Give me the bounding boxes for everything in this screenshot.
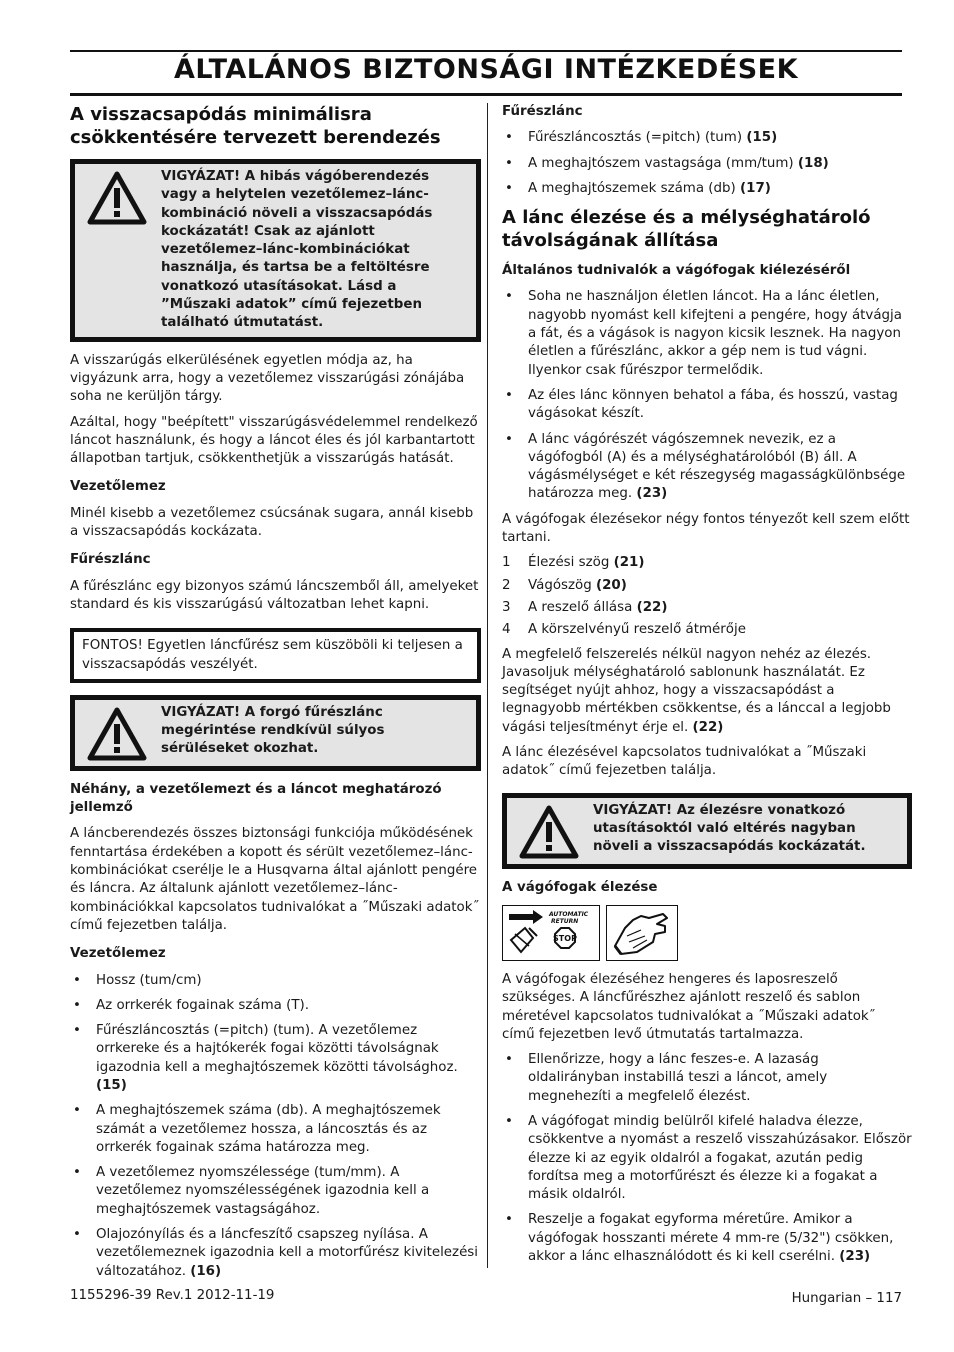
list-item: • A meghajtószemek száma (db) (17) xyxy=(502,180,912,198)
list-item: 1 Élezési szög (21) xyxy=(502,555,645,571)
warning-triangle-icon xyxy=(81,704,153,762)
paragraph: Azáltal, hogy "beépített" visszarúgásvédelemmel rendelkező láncot használunk, és hogy a láncot éles és jól karbantartott állapotban tartjuk, csökkenthetjük a visszarúgás hatását. xyxy=(70,414,478,467)
subheading-guide-bar: Vezetőlemez xyxy=(70,479,166,495)
factors-list xyxy=(502,554,912,639)
svg-text:STOP: STOP xyxy=(553,933,577,943)
glove-icon xyxy=(606,905,678,961)
list-item: • Ellenőrizze, hogy a lánc feszes-e. A lazaság oldalirányban instabillá teszi a láncot, amely megnehezíti a megfelelő élezést. xyxy=(502,1051,912,1106)
title-rule-top xyxy=(70,50,902,52)
warning-text-1: VIGYÁZAT! A hibás vágóberendezés vagy a helytelen vezetőlemez–lánc-kombináció növeli a visszacsapódás kockázatát! Csak az ajánlott vezetőlemez–lánc-kombinációkat használja, és tartsa be a feltöltésre vonatkozó utasításokat. Lásd a ”Műszaki adatok” című fejezetben található útmutatást. xyxy=(161,169,433,331)
footer-doc-id: 1155296-39 Rev.1 2012-11-19 xyxy=(70,1288,275,1303)
title-rule-bottom xyxy=(70,93,902,96)
paragraph: Minél kisebb a vezetőlemez csúcsának sugara, annál kisebb a visszacsapódás kockázata. xyxy=(70,505,474,540)
pictogram-row xyxy=(502,905,912,961)
guide-bar-list xyxy=(70,972,481,1281)
saw-chain-list xyxy=(502,129,912,198)
list-item: • Soha ne használjon életlen láncot. Ha a lánc életlen, nagyobb nyomást kell kifejteni a pengére, hogy átvágja a fát, és a vágások is nagyon kicsik lesznek. Ha nagyon életlen a fűrészlánc, akkor a gép nem is tud vágni. Ilyenkor csak fűrészpor termelődik. xyxy=(502,288,912,379)
warning-triangle-icon xyxy=(81,168,153,226)
paragraph: A vágófogak élezésekor négy fontos tényezőt kell szem előtt tartani. xyxy=(502,511,910,546)
paragraph: A fűrészlánc egy bizonyos számú láncszemből áll, amelyeket standard és kis visszarúgású változatban lehet kapni. xyxy=(70,578,479,612)
right-column xyxy=(502,103,912,1273)
list-item: • Hossz (tum/cm) xyxy=(70,972,481,990)
left-heading: A visszacsapódás minimálisra csökkentésére tervezett berendezés xyxy=(70,104,441,148)
list-item: • Reszelje a fogakat egyforma méretűre. Amikor a vágófogak hosszanti mérete 4 mm-re (5/32") csökken, akkor a lánc elhasználódott és ki kell cserélni. (23) xyxy=(502,1211,912,1266)
warning-triangle-icon xyxy=(513,802,585,860)
list-item: • Fűrészláncosztás (=pitch) (tum). A vezetőlemez orrkereke és a hajtókerék fogai közötti távolságnak igazodnia kell a meghajtószemek közötti távolsághoz. (15) xyxy=(70,1022,481,1095)
chain-brake-pictogram-icon xyxy=(502,905,600,961)
footer-page-number: Hungarian – 117 xyxy=(791,1291,902,1306)
warning-box-3 xyxy=(502,793,912,869)
list-item: • A meghajtószem vastagsága (mm/tum) (18) xyxy=(502,155,912,173)
paragraph: A vágófogak élezéséhez hengeres és laposreszelő szükséges. A láncfűrészhez ajánlott reszelő és sablon méretével kapcsolatos tudnivalókat a ˝Műszaki adatok˝ című fejezetben levő útmutatás tartalmazza. xyxy=(502,971,876,1042)
paragraph: A visszarúgás elkerülésének egyetlen módja az, ha vigyázunk arra, hogy a vezetőlemez visszarúgási zónájába soha ne kerüljön tárgy. xyxy=(70,352,465,405)
list-item: • A vezetőlemez nyomszélessége (tum/mm). A vezetőlemez nyomszélességének igazodnia kell a meghajtószemek vastagságához. xyxy=(70,1164,481,1219)
right-heading: A lánc élezése és a mélységhatároló távolságának állítása xyxy=(502,207,871,252)
warning-box-1 xyxy=(70,159,481,342)
general-info-list xyxy=(502,288,912,503)
paragraph: A megfelelő felszerelés nélkül nagyon nehéz az élezés. Javasoljuk mélységhatároló sablonunk használatát. Ez segítséget nyújt ahhoz, hogy a visszacsapódást a legnagyobb mértékben csökkentse, és a lánccal a legjobb vágási teljesítményt érje el. (22) xyxy=(502,646,891,735)
subheading-sharpening: A vágófogak élezése xyxy=(502,879,658,895)
warning-box-2 xyxy=(70,695,481,771)
subheading-guide-bar-2: Vezetőlemez xyxy=(70,946,166,962)
paragraph: A lánc élezésével kapcsolatos tudnivalókat a ˝Műszaki adatok˝ című fejezetben találja. xyxy=(502,745,867,779)
important-note: FONTOS! Egyetlen láncfűrész sem küszöböli ki teljesen a visszacsapódás veszélyét. xyxy=(70,628,481,683)
subheading-characteristics: Néhány, a vezetőlemezt és a láncot meghatározó jellemző xyxy=(70,781,442,816)
svg-text:AUTOMATIC: AUTOMATIC xyxy=(549,910,589,918)
column-divider xyxy=(487,103,488,1268)
list-item: • Az éles lánc könnyen behatol a fába, és hosszú, vastag vágásokat készít. xyxy=(502,387,912,424)
subheading-saw-chain-right: Fűrészlánc xyxy=(502,104,583,119)
subheading-saw-chain: Fűrészlánc xyxy=(70,552,151,568)
list-item: • Fűrészláncosztás (=pitch) (tum) (15) xyxy=(502,129,912,147)
list-item: 4 A körszelvényű reszelő átmérője xyxy=(502,622,746,638)
list-item: • Olajozónyílás és a láncfeszítő csapszeg nyílása. A vezetőlemeznek igazodnia kell a motorfűrész kivitelezési változatához. (16) xyxy=(70,1226,481,1281)
subheading-general-info: Általános tudnivalók a vágófogak kiélezéséről xyxy=(502,263,851,279)
warning-text-2: VIGYÁZAT! A forgó fűrészlánc megérintése rendkívül súlyos sérüléseket okozhat. xyxy=(161,704,385,757)
left-column xyxy=(70,103,481,1288)
list-item: • A lánc vágórészét vágószemnek nevezik, ez a vágófogból (A) és a mélységhatárolóból (B) áll. A vágásmélységet e két részegység magasságkülönbsége határozza meg. (23) xyxy=(502,431,912,504)
list-item: • Az orrkerék fogainak száma (T). xyxy=(70,997,481,1015)
list-item: • A vágófogat mindig belülről kifelé haladva élezze, csökkentve a nyomást a reszelő visszahúzásakor. Először élezze ki az egyik oldalról a fogakat, azután pedig fordítsa meg a motorfűrészt és élezze ki a fogakat a másik oldalról. xyxy=(502,1113,912,1204)
page-title: ÁLTALÁNOS BIZTONSÁGI INTÉZKEDÉSEK xyxy=(173,54,799,85)
list-item: • A meghajtószemek száma (db). A meghajtószemek számát a vezetőlemez hossza, a láncosztás és az orrkerék fogainak száma határozza meg. xyxy=(70,1102,481,1157)
list-item: 3 A reszelő állása (22) xyxy=(502,599,668,615)
svg-text:RETURN: RETURN xyxy=(551,917,579,925)
warning-text-3: VIGYÁZAT! Az élezésre vonatkozó utasításoktól való eltérés nagyban növeli a visszacsapódás kockázatát. xyxy=(593,802,866,855)
list-item: 2 Vágószög (20) xyxy=(502,577,627,593)
paragraph: A láncberendezés összes biztonsági funkciója működésének fenntartása érdekében a kopott és sérült vezetőlemez–lánc-kombinációkat cserélje le a Husqvarna által ajánlott pengére és láncra. Az általunk ajánlott vezetőlemez–lánc-kombinációkkal kapcsolatos tudnivalókat a ˝Műszaki adatok˝ című fejezetben találja. xyxy=(70,826,480,933)
sharpening-list xyxy=(502,1051,912,1266)
